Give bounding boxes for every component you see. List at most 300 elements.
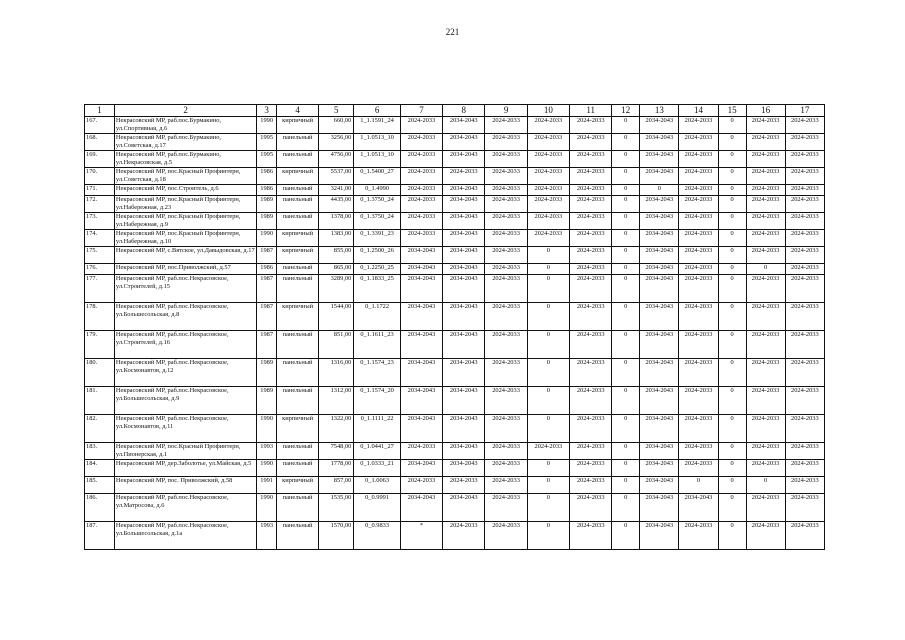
table-cell-col-10: 2024-2033 xyxy=(527,213,569,230)
table-cell-col-8: 2034-2043 xyxy=(443,264,485,275)
header-row xyxy=(85,105,825,117)
table-cell-col-10: 2024-2033 xyxy=(527,185,569,196)
table-cell-col-13: 2034-2043 xyxy=(640,264,679,275)
table-cell-col-4: кирпичный xyxy=(276,117,318,134)
table-cell-col-15: 0 xyxy=(718,185,746,196)
table-cell-col-16: 2024-2033 xyxy=(746,134,785,151)
table-cell-col-10: 2024-2033 xyxy=(527,443,569,460)
table-cell-col-8: 2034-2043 xyxy=(443,415,485,443)
table-cell-col-6: 0_1.0441_27 xyxy=(354,443,400,460)
table-cell-col-1: 185. xyxy=(85,477,115,494)
table-cell-col-3: 1989 xyxy=(257,196,277,213)
table-cell-col-3: 1990 xyxy=(257,460,277,477)
table-cell-col-11: 2024-2033 xyxy=(570,230,612,247)
table-cell-col-15: 0 xyxy=(718,213,746,230)
table-cell-col-6: 0_1.4990 xyxy=(354,185,400,196)
table-cell-col-1: 178. xyxy=(85,303,115,331)
column-header-14: 14 xyxy=(679,105,718,117)
table-cell-col-16: 2024-2033 xyxy=(746,168,785,185)
table-row xyxy=(85,247,825,264)
table-cell-col-12: 0 xyxy=(612,185,640,196)
table-cell-col-2: Некрасовский МР, раб.пос.Бурмакино, ул.Некрасовская, д.5 xyxy=(114,151,256,168)
table-cell-col-13: 2034-2043 xyxy=(640,151,679,168)
table-cell-col-12: 0 xyxy=(612,213,640,230)
table-cell-col-9: 2024-2033 xyxy=(485,247,527,264)
table-cell-col-10: 2024-2033 xyxy=(527,168,569,185)
table-cell-col-9: 2024-2033 xyxy=(485,460,527,477)
table-cell-col-1: 184. xyxy=(85,460,115,477)
table-cell-col-7: 2024-2033 xyxy=(400,134,442,151)
table-cell-col-6: 0_1.0063 xyxy=(354,477,400,494)
table-cell-col-1: 170. xyxy=(85,168,115,185)
table-cell-col-10: 0 xyxy=(527,331,569,359)
table-cell-col-16: 2024-2033 xyxy=(746,415,785,443)
table-cell-col-11: 2024-2033 xyxy=(570,460,612,477)
table-cell-col-6: 1_1.1591_24 xyxy=(354,117,400,134)
table-cell-col-7: 2034-2043 xyxy=(400,494,442,522)
table-cell-col-12: 0 xyxy=(612,443,640,460)
table-cell-col-7: 2034-2043 xyxy=(400,460,442,477)
table-cell-col-7: 2024-2033 xyxy=(400,213,442,230)
column-header-7: 7 xyxy=(400,105,442,117)
table-cell-col-4: панельный xyxy=(276,443,318,460)
table-cell-col-17: 2024-2033 xyxy=(785,460,824,477)
table-cell-col-7: * xyxy=(400,522,442,550)
table-cell-col-3: 1987 xyxy=(257,331,277,359)
table-cell-col-5: 3241,00 xyxy=(319,185,354,196)
table-cell-col-12: 0 xyxy=(612,460,640,477)
table-cell-col-4: панельный xyxy=(276,460,318,477)
table-cell-col-9: 2024-2033 xyxy=(485,387,527,415)
table-cell-col-16: 2024-2033 xyxy=(746,247,785,264)
table-cell-col-5: 5537,00 xyxy=(319,168,354,185)
table-cell-col-17: 2024-2033 xyxy=(785,196,824,213)
table-cell-col-4: кирпичный xyxy=(276,415,318,443)
table-cell-col-5: 3289,00 xyxy=(319,275,354,303)
table-cell-col-3: 1986 xyxy=(257,264,277,275)
table-cell-col-1: 167. xyxy=(85,117,115,134)
table-cell-col-10: 2024-2033 xyxy=(527,117,569,134)
table-cell-col-17: 2024-2033 xyxy=(785,303,824,331)
column-header-11: 11 xyxy=(570,105,612,117)
table-cell-col-17: 2024-2033 xyxy=(785,264,824,275)
table-cell-col-3: 1987 xyxy=(257,275,277,303)
table-cell-col-17: 2024-2033 xyxy=(785,134,824,151)
table-cell-col-15: 0 xyxy=(718,387,746,415)
table-cell-col-7: 2034-2043 xyxy=(400,359,442,387)
table-cell-col-1: 183. xyxy=(85,443,115,460)
table-cell-col-6: 0_1.0333_21 xyxy=(354,460,400,477)
table-cell-col-9: 2024-2033 xyxy=(485,117,527,134)
table-cell-col-14: 2024-2033 xyxy=(679,522,718,550)
table-cell-col-17: 2024-2033 xyxy=(785,387,824,415)
table-cell-col-8: 2024-2033 xyxy=(443,522,485,550)
table-cell-col-14: 0 xyxy=(679,477,718,494)
table-cell-col-8: 2034-2043 xyxy=(443,387,485,415)
table-cell-col-16: 2024-2033 xyxy=(746,230,785,247)
table-cell-col-14: 2024-2033 xyxy=(679,185,718,196)
table-cell-col-8: 2034-2043 xyxy=(443,303,485,331)
table-cell-col-15: 0 xyxy=(718,264,746,275)
table-cell-col-12: 0 xyxy=(612,134,640,151)
table-cell-col-10: 0 xyxy=(527,387,569,415)
table-cell-col-11: 2024-2033 xyxy=(570,134,612,151)
table-cell-col-13: 0 xyxy=(640,185,679,196)
table-cell-col-10: 2024-2033 xyxy=(527,196,569,213)
table-cell-col-1: 181. xyxy=(85,387,115,415)
table-cell-col-16: 0 xyxy=(746,477,785,494)
table-cell-col-8: 2034-2043 xyxy=(443,151,485,168)
table-cell-col-5: 1544,00 xyxy=(319,303,354,331)
table-cell-col-7: 2024-2033 xyxy=(400,168,442,185)
table-cell-col-4: кирпичный xyxy=(276,247,318,264)
table-cell-col-13: 2034-2043 xyxy=(640,494,679,522)
table-cell-col-7: 2024-2033 xyxy=(400,117,442,134)
table-cell-col-11: 2024-2033 xyxy=(570,196,612,213)
table-cell-col-15: 0 xyxy=(718,415,746,443)
table-cell-col-16: 2024-2033 xyxy=(746,494,785,522)
table-cell-col-3: 1993 xyxy=(257,522,277,550)
table-cell-col-15: 0 xyxy=(718,460,746,477)
table-cell-col-15: 0 xyxy=(718,196,746,213)
table-cell-col-2: Некрасовский МР, пос.Приволжский, д.57 xyxy=(114,264,256,275)
table-cell-col-14: 2024-2033 xyxy=(679,151,718,168)
table-cell-col-5: 1778,00 xyxy=(319,460,354,477)
table-cell-col-10: 2024-2033 xyxy=(527,134,569,151)
table-cell-col-14: 2024-2033 xyxy=(679,275,718,303)
table-cell-col-2: Некрасовский МР, дер.Заболотье, ул.Майская, д.5 xyxy=(114,460,256,477)
table-cell-col-6: 1_1.0513_10 xyxy=(354,134,400,151)
table-cell-col-7: 2034-2043 xyxy=(400,387,442,415)
table-cell-col-7: 2024-2033 xyxy=(400,151,442,168)
table-cell-col-15: 0 xyxy=(718,303,746,331)
table-cell-col-16: 2024-2033 xyxy=(746,303,785,331)
table-row xyxy=(85,303,825,331)
table-cell-col-10: 0 xyxy=(527,264,569,275)
table-cell-col-1: 186. xyxy=(85,494,115,522)
table-cell-col-4: панельный xyxy=(276,213,318,230)
table-cell-col-5: 1570,00 xyxy=(319,522,354,550)
table-cell-col-17: 2024-2033 xyxy=(785,213,824,230)
table-cell-col-7: 2034-2043 xyxy=(400,331,442,359)
table-cell-col-12: 0 xyxy=(612,415,640,443)
table-cell-col-6: 0_1.1611_23 xyxy=(354,331,400,359)
table-cell-col-11: 2024-2033 xyxy=(570,303,612,331)
table-cell-col-11: 2024-2033 xyxy=(570,117,612,134)
table-cell-col-13: 2034-2043 xyxy=(640,230,679,247)
table-cell-col-17: 2024-2033 xyxy=(785,477,824,494)
table-cell-col-9: 2024-2033 xyxy=(485,477,527,494)
table-cell-col-8: 2034-2043 xyxy=(443,247,485,264)
table-cell-col-10: 0 xyxy=(527,415,569,443)
table-cell-col-14: 2024-2033 xyxy=(679,331,718,359)
table-row xyxy=(85,185,825,196)
table-cell-col-14: 2024-2033 xyxy=(679,117,718,134)
table-cell-col-8: 2034-2043 xyxy=(443,443,485,460)
table-cell-col-17: 2024-2033 xyxy=(785,522,824,550)
column-header-1: 1 xyxy=(85,105,115,117)
table-cell-col-13: 2034-2043 xyxy=(640,196,679,213)
table-cell-col-15: 0 xyxy=(718,134,746,151)
column-header-5: 5 xyxy=(319,105,354,117)
table-cell-col-6: 0_1.2250_25 xyxy=(354,264,400,275)
table-cell-col-11: 2024-2033 xyxy=(570,264,612,275)
table-cell-col-16: 2024-2033 xyxy=(746,387,785,415)
table-cell-col-1: 168. xyxy=(85,134,115,151)
table-cell-col-7: 2024-2033 xyxy=(400,185,442,196)
table-cell-col-16: 2024-2033 xyxy=(746,460,785,477)
table-row xyxy=(85,134,825,151)
table-cell-col-1: 180. xyxy=(85,359,115,387)
table-cell-col-15: 0 xyxy=(718,151,746,168)
table-cell-col-14: 2024-2033 xyxy=(679,230,718,247)
table-cell-col-9: 2024-2033 xyxy=(485,443,527,460)
table-cell-col-4: панельный xyxy=(276,185,318,196)
table-cell-col-3: 1989 xyxy=(257,213,277,230)
table-cell-col-10: 0 xyxy=(527,494,569,522)
table-cell-col-6: 0_1.1574_20 xyxy=(354,387,400,415)
page-number: 221 xyxy=(445,27,460,37)
table-cell-col-6: 0_1.1722 xyxy=(354,303,400,331)
table-cell-col-14: 2024-2033 xyxy=(679,387,718,415)
table-cell-col-12: 0 xyxy=(612,275,640,303)
column-header-9: 9 xyxy=(485,105,527,117)
table-cell-col-2: Некрасовский МР, пос.Красный Профинтерн, ул.Набережная, д.9 xyxy=(114,213,256,230)
table-cell-col-12: 0 xyxy=(612,522,640,550)
table-cell-col-7: 2034-2043 xyxy=(400,264,442,275)
table-row xyxy=(85,168,825,185)
table-cell-col-16: 2024-2033 xyxy=(746,185,785,196)
table-cell-col-11: 2024-2033 xyxy=(570,415,612,443)
table-cell-col-8: 2034-2043 xyxy=(443,230,485,247)
table-cell-col-13: 2034-2043 xyxy=(640,213,679,230)
table-cell-col-3: 1987 xyxy=(257,303,277,331)
table-row xyxy=(85,415,825,443)
table-cell-col-7: 2024-2033 xyxy=(400,443,442,460)
table-cell-col-2: Некрасовский МР, раб.пос.Некрасовское, ул.Космонавтов, д.11 xyxy=(114,415,256,443)
table-cell-col-11: 2024-2033 xyxy=(570,477,612,494)
table-cell-col-16: 2024-2033 xyxy=(746,443,785,460)
table-cell-col-13: 2034-2043 xyxy=(640,387,679,415)
table-cell-col-3: 1993 xyxy=(257,443,277,460)
table-cell-col-1: 173. xyxy=(85,213,115,230)
table-cell-col-11: 2024-2033 xyxy=(570,443,612,460)
table-cell-col-11: 2024-2033 xyxy=(570,168,612,185)
table-row xyxy=(85,460,825,477)
table-cell-col-8: 2024-2033 xyxy=(443,477,485,494)
table-cell-col-16: 2024-2033 xyxy=(746,331,785,359)
table-cell-col-17: 2024-2033 xyxy=(785,151,824,168)
table-cell-col-3: 1995 xyxy=(257,151,277,168)
table-cell-col-1: 176. xyxy=(85,264,115,275)
column-header-13: 13 xyxy=(640,105,679,117)
table-cell-col-1: 171. xyxy=(85,185,115,196)
table-row xyxy=(85,230,825,247)
table-cell-col-8: 2034-2043 xyxy=(443,275,485,303)
table-cell-col-13: 2034-2043 xyxy=(640,275,679,303)
table-cell-col-6: 0_0.9833 xyxy=(354,522,400,550)
table-cell-col-8: 2034-2043 xyxy=(443,460,485,477)
table-cell-col-2: Некрасовский МР, раб.пос.Бурмакино, ул.Спортивная, д.6 xyxy=(114,117,256,134)
table-cell-col-5: 4435,00 xyxy=(319,196,354,213)
table-cell-col-5: 4756,00 xyxy=(319,151,354,168)
table-cell-col-15: 0 xyxy=(718,522,746,550)
table-cell-col-6: 0_1.1833_25 xyxy=(354,275,400,303)
table-cell-col-16: 2024-2033 xyxy=(746,522,785,550)
table-row xyxy=(85,387,825,415)
table-cell-col-14: 2024-2033 xyxy=(679,168,718,185)
table-cell-col-3: 1990 xyxy=(257,415,277,443)
table-cell-col-14: 2024-2033 xyxy=(679,460,718,477)
table-cell-col-7: 2034-2043 xyxy=(400,275,442,303)
table-cell-col-15: 0 xyxy=(718,247,746,264)
table-cell-col-6: 0_1.2500_26 xyxy=(354,247,400,264)
table-cell-col-4: панельный xyxy=(276,264,318,275)
column-header-3: 3 xyxy=(257,105,277,117)
table-cell-col-11: 2024-2033 xyxy=(570,151,612,168)
table-cell-col-2: Некрасовский МР, пос.Красный Профинтерн, ул.Набережная, д.10 xyxy=(114,230,256,247)
table-cell-col-9: 2024-2033 xyxy=(485,213,527,230)
table-cell-col-4: кирпичный xyxy=(276,303,318,331)
table-cell-col-14: 2024-2033 xyxy=(679,134,718,151)
table-cell-col-16: 2024-2033 xyxy=(746,151,785,168)
table-cell-col-12: 0 xyxy=(612,247,640,264)
table-cell-col-10: 0 xyxy=(527,275,569,303)
table-cell-col-15: 0 xyxy=(718,230,746,247)
table-cell-col-10: 0 xyxy=(527,359,569,387)
table-cell-col-9: 2024-2033 xyxy=(485,196,527,213)
table-cell-col-13: 2034-2043 xyxy=(640,522,679,550)
table-cell-col-4: панельный xyxy=(276,494,318,522)
table-cell-col-7: 2024-2033 xyxy=(400,196,442,213)
table-row xyxy=(85,213,825,230)
table-cell-col-11: 2024-2033 xyxy=(570,275,612,303)
table-cell-col-6: 0_1.3750_24 xyxy=(354,213,400,230)
table-cell-col-5: 1535,00 xyxy=(319,494,354,522)
table-cell-col-14: 2024-2033 xyxy=(679,264,718,275)
table-cell-col-17: 2024-2033 xyxy=(785,168,824,185)
table-row xyxy=(85,522,825,550)
table-cell-col-8: 2034-2043 xyxy=(443,494,485,522)
table-cell-col-9: 2024-2033 xyxy=(485,134,527,151)
table-cell-col-16: 0 xyxy=(746,264,785,275)
table-cell-col-12: 0 xyxy=(612,196,640,213)
table-row xyxy=(85,196,825,213)
table-cell-col-4: панельный xyxy=(276,522,318,550)
table-cell-col-11: 2024-2033 xyxy=(570,494,612,522)
table-cell-col-12: 0 xyxy=(612,387,640,415)
table-cell-col-14: 2034-2043 xyxy=(679,494,718,522)
table-cell-col-2: Некрасовский МР, раб.пос.Некрасовское, ул.Матросова, д.6 xyxy=(114,494,256,522)
table-cell-col-14: 2024-2033 xyxy=(679,196,718,213)
table-cell-col-10: 2024-2033 xyxy=(527,151,569,168)
table-cell-col-2: Некрасовский МР, раб.пос.Некрасовское, ул.Большесольская, д.9 xyxy=(114,387,256,415)
table-cell-col-4: панельный xyxy=(276,151,318,168)
table-cell-col-12: 0 xyxy=(612,494,640,522)
column-header-10: 10 xyxy=(527,105,569,117)
table-cell-col-12: 0 xyxy=(612,359,640,387)
table-cell-col-16: 2024-2033 xyxy=(746,117,785,134)
table-cell-col-1: 177. xyxy=(85,275,115,303)
table-cell-col-7: 2024-2033 xyxy=(400,230,442,247)
table-cell-col-17: 2024-2033 xyxy=(785,494,824,522)
table-cell-col-12: 0 xyxy=(612,151,640,168)
table-cell-col-12: 0 xyxy=(612,117,640,134)
table-cell-col-9: 2024-2033 xyxy=(485,230,527,247)
table-cell-col-5: 1316,00 xyxy=(319,359,354,387)
table-cell-col-5: 1322,00 xyxy=(319,415,354,443)
table-cell-col-4: панельный xyxy=(276,275,318,303)
table-row xyxy=(85,264,825,275)
table-cell-col-7: 2034-2043 xyxy=(400,415,442,443)
table-cell-col-8: 2034-2043 xyxy=(443,185,485,196)
table-cell-col-1: 187. xyxy=(85,522,115,550)
table-cell-col-9: 2024-2033 xyxy=(485,331,527,359)
table-cell-col-9: 2024-2033 xyxy=(485,151,527,168)
table-cell-col-6: 1_1.0513_10 xyxy=(354,151,400,168)
table-cell-col-8: 2034-2043 xyxy=(443,213,485,230)
table-cell-col-2: Некрасовский МР, с.Вятское, ул.Давыдовская, д.17 xyxy=(114,247,256,264)
table-cell-col-5: 1312,00 xyxy=(319,387,354,415)
table-body xyxy=(85,117,825,550)
table-cell-col-15: 0 xyxy=(718,168,746,185)
table-cell-col-5: 857,00 xyxy=(319,477,354,494)
table-cell-col-3: 1995 xyxy=(257,134,277,151)
table-cell-col-11: 2024-2033 xyxy=(570,387,612,415)
table-cell-col-4: кирпичный xyxy=(276,477,318,494)
table-row xyxy=(85,275,825,303)
table-cell-col-15: 0 xyxy=(718,443,746,460)
table-cell-col-15: 0 xyxy=(718,275,746,303)
table-cell-col-1: 175. xyxy=(85,247,115,264)
table-cell-col-5: 660,00 xyxy=(319,117,354,134)
table-cell-col-3: 1990 xyxy=(257,494,277,522)
table-cell-col-8: 2024-2033 xyxy=(443,168,485,185)
table-cell-col-9: 2024-2033 xyxy=(485,494,527,522)
table-cell-col-12: 0 xyxy=(612,264,640,275)
table-cell-col-13: 2034-2043 xyxy=(640,168,679,185)
column-header-15: 15 xyxy=(718,105,746,117)
table-cell-col-13: 2034-2043 xyxy=(640,134,679,151)
table-cell-col-4: панельный xyxy=(276,196,318,213)
table-cell-col-9: 2024-2033 xyxy=(485,264,527,275)
table-cell-col-16: 2024-2033 xyxy=(746,359,785,387)
table-cell-col-4: панельный xyxy=(276,387,318,415)
table-cell-col-4: кирпичный xyxy=(276,168,318,185)
table-cell-col-5: 1383,00 xyxy=(319,230,354,247)
table-cell-col-10: 0 xyxy=(527,303,569,331)
table-row xyxy=(85,151,825,168)
table-cell-col-2: Некрасовский МР, пос.Красный Профинтерн, ул.Пионерская, д.1 xyxy=(114,443,256,460)
table-cell-col-3: 1986 xyxy=(257,185,277,196)
table-row xyxy=(85,331,825,359)
column-header-6: 6 xyxy=(354,105,400,117)
table-cell-col-9: 2024-2033 xyxy=(485,415,527,443)
table-cell-col-7: 2024-2033 xyxy=(400,477,442,494)
table-cell-col-11: 2024-2033 xyxy=(570,522,612,550)
table-cell-col-2: Некрасовский МР, раб.пос.Некрасовское, ул.Большесольская, д.8 xyxy=(114,303,256,331)
table-cell-col-10: 0 xyxy=(527,460,569,477)
table-cell-col-2: Некрасовский МР, раб.пос.Некрасовское, ул.Строителей, д.15 xyxy=(114,275,256,303)
table-cell-col-2: Некрасовский МР, раб.пос.Некрасовское, ул.Строителей, д.16 xyxy=(114,331,256,359)
table-cell-col-4: панельный xyxy=(276,331,318,359)
table-cell-col-3: 1989 xyxy=(257,387,277,415)
table-cell-col-6: 0_1.1111_22 xyxy=(354,415,400,443)
table-cell-col-9: 2024-2033 xyxy=(485,168,527,185)
table-cell-col-10: 0 xyxy=(527,522,569,550)
table-cell-col-6: 0_1.3391_23 xyxy=(354,230,400,247)
table-cell-col-8: 2034-2043 xyxy=(443,117,485,134)
